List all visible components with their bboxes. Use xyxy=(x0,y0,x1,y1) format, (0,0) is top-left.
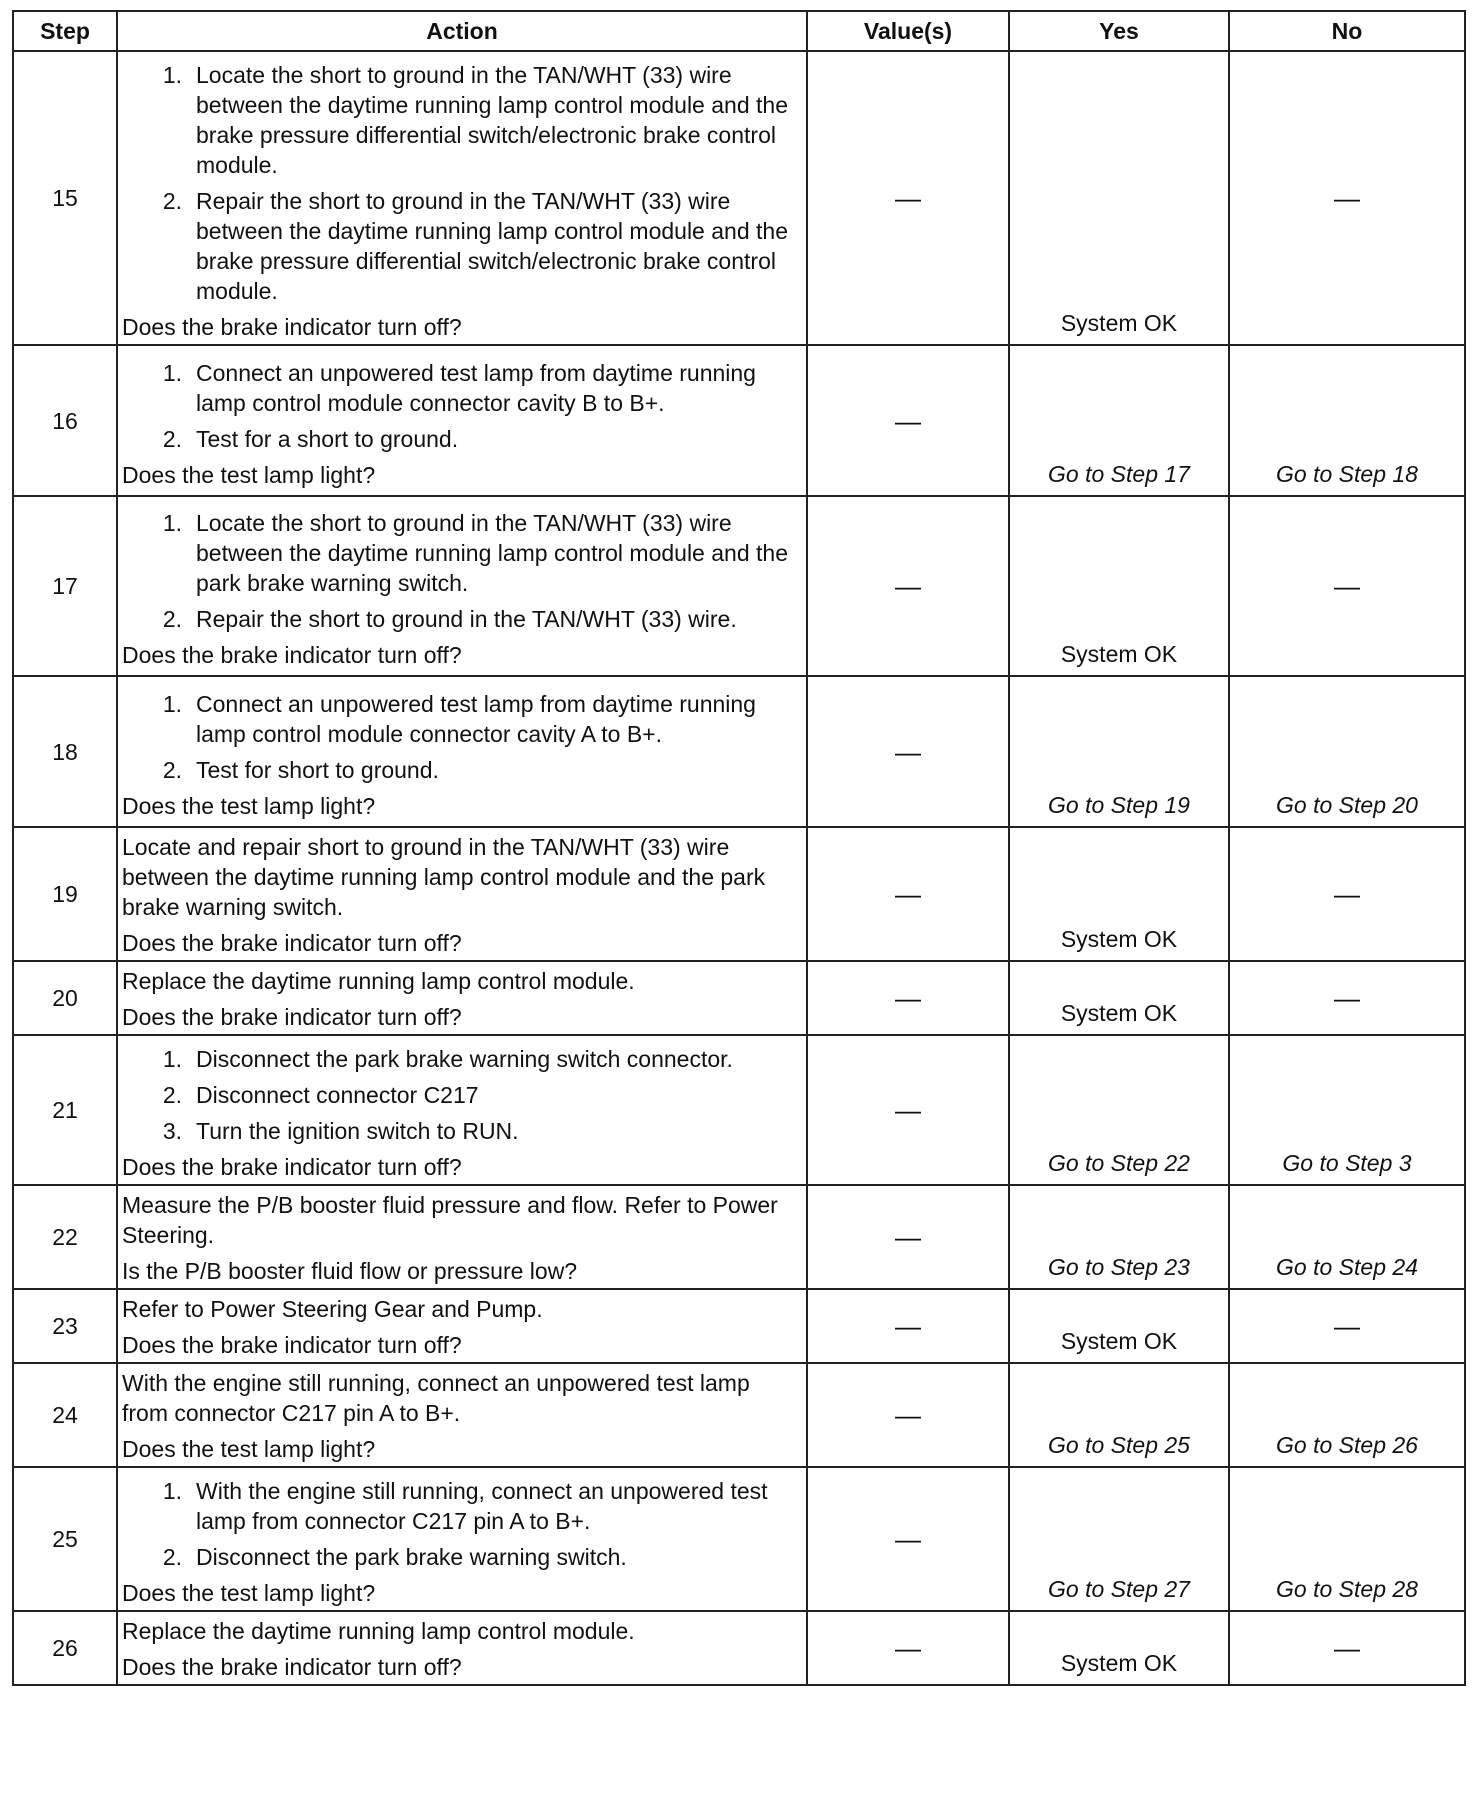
item-number: 3. xyxy=(162,1118,182,1144)
step-number: 25 xyxy=(13,1467,117,1611)
value-cell: — xyxy=(807,496,1009,676)
value-cell: — xyxy=(807,1467,1009,1611)
action-question: Does the brake indicator turn off? xyxy=(122,1154,462,1180)
no-goto-link[interactable]: Go to Step 18 xyxy=(1276,461,1418,487)
action-cell xyxy=(117,51,807,345)
action-cell xyxy=(117,345,807,496)
yes-result: System OK xyxy=(1060,1650,1178,1676)
no-goto-link[interactable]: Go to Step 20 xyxy=(1276,792,1418,818)
yes-cell xyxy=(1009,827,1229,961)
action-cell xyxy=(117,1185,807,1289)
item-number: 2. xyxy=(162,606,182,632)
action-question: Does the brake indicator turn off? xyxy=(122,1332,462,1358)
value-cell: — xyxy=(807,1611,1009,1685)
action-question: Does the test lamp light? xyxy=(122,1580,376,1606)
no-cell: — xyxy=(1229,961,1465,1035)
yes-result: System OK xyxy=(1060,926,1178,952)
step-number: 23 xyxy=(13,1289,117,1363)
header-yes: Yes xyxy=(1009,11,1229,51)
value-cell: — xyxy=(807,1035,1009,1185)
table-body xyxy=(13,51,1465,1685)
item-text: Locate the short to ground in the TAN/WHT (33) wire between the daytime running lamp control module and the brake pressure differential switch/electronic brake control module. xyxy=(196,62,788,178)
yes-cell xyxy=(1009,1185,1229,1289)
header-action: Action xyxy=(117,11,807,51)
item-text: Turn the ignition switch to RUN. xyxy=(196,1118,519,1144)
action-question: Does the brake indicator turn off? xyxy=(122,314,462,340)
table-row xyxy=(13,961,1465,1035)
item-number: 1. xyxy=(162,1478,182,1504)
yes-goto-link[interactable]: Go to Step 23 xyxy=(1048,1254,1190,1280)
action-cell xyxy=(117,496,807,676)
table-row xyxy=(13,1289,1465,1363)
yes-goto-link[interactable]: Go to Step 22 xyxy=(1048,1150,1190,1176)
action-item xyxy=(122,1044,802,1074)
action-item xyxy=(122,186,802,306)
action-item xyxy=(122,358,802,418)
no-goto-link[interactable]: Go to Step 28 xyxy=(1276,1576,1418,1602)
no-cell: — xyxy=(1229,1289,1465,1363)
step-number: 20 xyxy=(13,961,117,1035)
action-cell xyxy=(117,827,807,961)
no-cell: — xyxy=(1229,51,1465,345)
action-text: Refer to Power Steering Gear and Pump. xyxy=(122,1296,543,1322)
action-text: With the engine still running, connect an unpowered test lamp from connector C217 pin A to B+. xyxy=(122,1370,750,1426)
action-question: Does the test lamp light? xyxy=(122,1436,376,1462)
action-text: Replace the daytime running lamp control module. xyxy=(122,1618,635,1644)
table-row xyxy=(13,676,1465,827)
item-text: Repair the short to ground in the TAN/WHT (33) wire between the daytime running lamp control module and the brake pressure differential switch/electronic brake control module. xyxy=(196,188,788,304)
item-number: 2. xyxy=(162,756,182,783)
action-item xyxy=(122,508,802,598)
no-cell xyxy=(1229,676,1465,827)
yes-cell xyxy=(1009,1467,1229,1611)
no-goto-link[interactable]: Go to Step 3 xyxy=(1282,1150,1412,1176)
yes-cell xyxy=(1009,1289,1229,1363)
yes-cell xyxy=(1009,51,1229,345)
yes-cell xyxy=(1009,1035,1229,1185)
table-row xyxy=(13,827,1465,961)
table-row xyxy=(13,1467,1465,1611)
action-question: Does the brake indicator turn off? xyxy=(122,642,462,668)
header-values: Value(s) xyxy=(807,11,1009,51)
action-text: Locate and repair short to ground in the TAN/WHT (33) wire between the daytime running lamp control module and the park brake warning switch. xyxy=(122,834,766,920)
no-goto-link[interactable]: Go to Step 24 xyxy=(1276,1254,1418,1280)
no-cell: — xyxy=(1229,496,1465,676)
no-cell xyxy=(1229,345,1465,496)
yes-goto-link[interactable]: Go to Step 25 xyxy=(1048,1432,1190,1458)
header-no: No xyxy=(1229,11,1465,51)
item-number: 1. xyxy=(162,510,182,536)
yes-cell xyxy=(1009,496,1229,676)
action-item xyxy=(122,424,802,454)
action-question: Does the brake indicator turn off? xyxy=(122,1654,462,1680)
item-text: Test for a short to ground. xyxy=(196,425,459,452)
yes-result: System OK xyxy=(1060,1000,1178,1026)
value-cell: — xyxy=(807,676,1009,827)
diagnostic-table xyxy=(12,10,1466,1686)
no-cell xyxy=(1229,1185,1465,1289)
yes-cell xyxy=(1009,1611,1229,1685)
item-text: Connect an unpowered test lamp from daytime running lamp control module connector cavity A to B+. xyxy=(196,690,756,747)
action-question: Does the test lamp light? xyxy=(122,792,376,819)
value-cell: — xyxy=(807,345,1009,496)
table-row xyxy=(13,51,1465,345)
action-item xyxy=(122,689,802,749)
no-cell: — xyxy=(1229,827,1465,961)
action-cell xyxy=(117,961,807,1035)
item-number: 2. xyxy=(162,425,182,452)
action-item xyxy=(122,1476,802,1536)
yes-goto-link[interactable]: Go to Step 27 xyxy=(1048,1576,1190,1602)
no-goto-link[interactable]: Go to Step 26 xyxy=(1276,1432,1418,1458)
value-cell: — xyxy=(807,1289,1009,1363)
table-row xyxy=(13,1363,1465,1467)
item-text: Disconnect the park brake warning switch. xyxy=(196,1544,627,1570)
step-number: 22 xyxy=(13,1185,117,1289)
action-text: Measure the P/B booster fluid pressure and flow. Refer to Power Steering. xyxy=(122,1192,778,1248)
action-cell xyxy=(117,1467,807,1611)
action-question: Does the brake indicator turn off? xyxy=(122,930,462,956)
step-number: 17 xyxy=(13,496,117,676)
step-number: 19 xyxy=(13,827,117,961)
value-cell: — xyxy=(807,1185,1009,1289)
action-item xyxy=(122,1080,802,1110)
header-step: Step xyxy=(13,11,117,51)
action-item xyxy=(122,60,802,180)
item-number: 1. xyxy=(162,690,182,717)
no-cell: — xyxy=(1229,1611,1465,1685)
yes-cell xyxy=(1009,1363,1229,1467)
step-number: 16 xyxy=(13,345,117,496)
action-cell xyxy=(117,1289,807,1363)
item-text: Test for short to ground. xyxy=(196,756,439,783)
table-row xyxy=(13,1185,1465,1289)
action-item xyxy=(122,604,802,634)
step-number: 18 xyxy=(13,676,117,827)
value-cell: — xyxy=(807,961,1009,1035)
yes-cell xyxy=(1009,676,1229,827)
table-row xyxy=(13,496,1465,676)
action-question: Does the test lamp light? xyxy=(122,461,376,488)
yes-result: System OK xyxy=(1060,641,1178,667)
no-cell xyxy=(1229,1467,1465,1611)
action-cell xyxy=(117,1611,807,1685)
action-cell xyxy=(117,676,807,827)
action-cell xyxy=(117,1363,807,1467)
step-number: 26 xyxy=(13,1611,117,1685)
item-text: Connect an unpowered test lamp from daytime running lamp control module connector cavity B to B+. xyxy=(196,359,756,416)
item-text: Repair the short to ground in the TAN/WHT (33) wire. xyxy=(196,606,737,632)
value-cell: — xyxy=(807,51,1009,345)
action-question: Is the P/B booster fluid flow or pressure low? xyxy=(122,1258,578,1284)
table-row xyxy=(13,1035,1465,1185)
no-cell xyxy=(1229,1363,1465,1467)
value-cell: — xyxy=(807,1363,1009,1467)
item-number: 1. xyxy=(162,62,182,88)
item-text: With the engine still running, connect an unpowered test lamp from connector C217 pin A to B+. xyxy=(196,1478,768,1534)
value-cell: — xyxy=(807,827,1009,961)
item-number: 2. xyxy=(162,188,182,214)
action-text: Replace the daytime running lamp control module. xyxy=(122,968,635,994)
item-number: 1. xyxy=(162,359,182,386)
header-row xyxy=(13,11,1465,51)
yes-result: System OK xyxy=(1060,310,1178,336)
action-item xyxy=(122,1116,802,1146)
item-text: Disconnect the park brake warning switch connector. xyxy=(196,1046,733,1072)
no-cell xyxy=(1229,1035,1465,1185)
action-item xyxy=(122,1542,802,1572)
item-number: 2. xyxy=(162,1544,182,1570)
action-item xyxy=(122,755,802,785)
table-row xyxy=(13,1611,1465,1685)
item-text: Disconnect connector C217 xyxy=(196,1082,479,1108)
yes-goto-link[interactable]: Go to Step 17 xyxy=(1048,461,1190,487)
step-number: 21 xyxy=(13,1035,117,1185)
item-number: 1. xyxy=(162,1046,182,1072)
step-number: 24 xyxy=(13,1363,117,1467)
yes-cell xyxy=(1009,961,1229,1035)
action-cell xyxy=(117,1035,807,1185)
item-text: Locate the short to ground in the TAN/WHT (33) wire between the daytime running lamp control module and the park brake warning switch. xyxy=(196,510,788,596)
item-number: 2. xyxy=(162,1082,182,1108)
step-number: 15 xyxy=(13,51,117,345)
action-question: Does the brake indicator turn off? xyxy=(122,1004,462,1030)
yes-goto-link[interactable]: Go to Step 19 xyxy=(1048,792,1190,818)
table-row xyxy=(13,345,1465,496)
yes-result: System OK xyxy=(1060,1328,1178,1354)
yes-cell xyxy=(1009,345,1229,496)
